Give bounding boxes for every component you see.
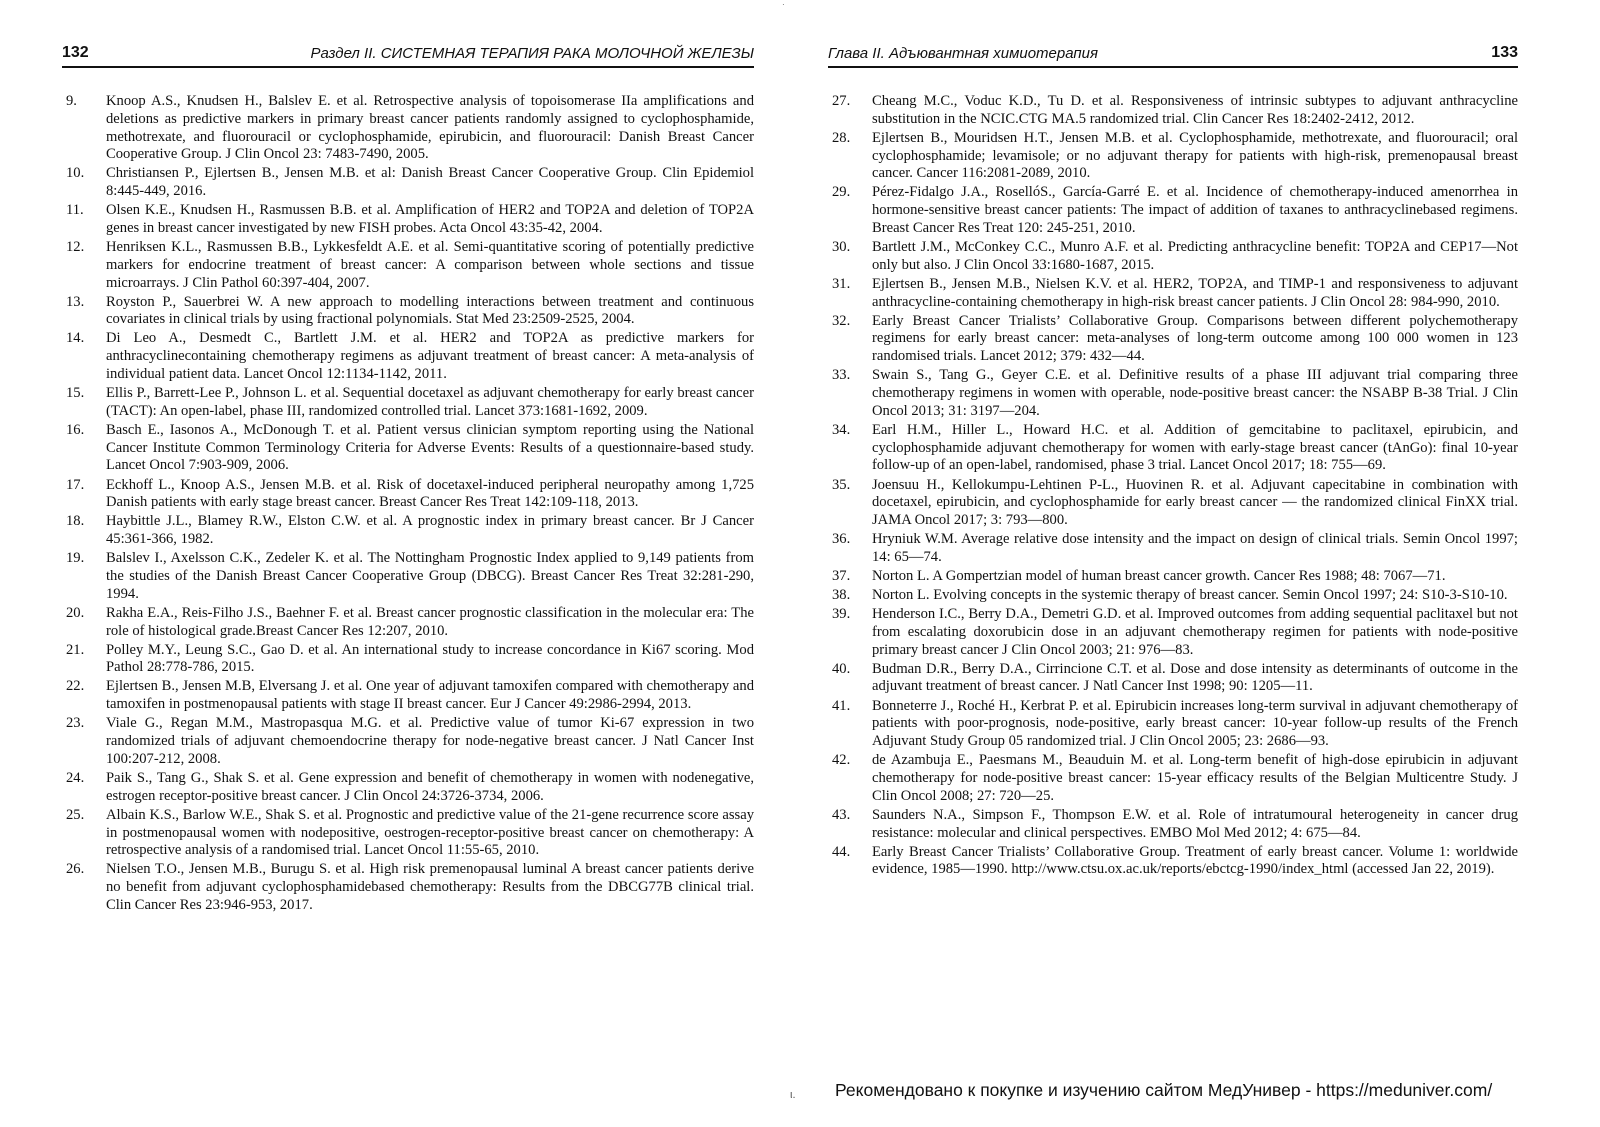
reference-item <box>828 844 1518 880</box>
reference-text: Hryniuk W.M. Average relative dose intensity and the impact on design of clinical trials. Semin Oncol 1997; 14: 65—74. <box>872 531 1518 565</box>
reference-item <box>62 550 754 603</box>
reference-number: 25. <box>66 806 85 823</box>
reference-number: 21. <box>66 641 85 658</box>
reference-text: Bonneterre J., Roché H., Kerbrat P. et al. Epirubicin increases long-term survival in adjuvant chemotherapy of patients with poor-prognosis, node-positive, early breast cancer: 10-year follow-up results of the French Adjuvant Study Group 05 randomized trial. J Clin Oncol 2005; 23: 2686—93. <box>872 697 1518 750</box>
left-running-head: Раздел II. СИСТЕМНАЯ ТЕРАПИЯ РАКА МОЛОЧНОЙ ЖЕЛЕЗЫ <box>310 45 754 62</box>
reference-item <box>62 93 754 164</box>
left-page-header <box>62 42 754 68</box>
scan-mark-bottom: ι. <box>790 1089 796 1101</box>
reference-item <box>828 313 1518 366</box>
reference-text: Viale G., Regan M.M., Mastropasqua M.G. et al. Predictive value of tumor Ki-67 expression in two randomized trials of adjuvant chemoendocrine therapy for node-negative breast cancer. J Natl Cancer Inst 100:207-212, 2008. <box>106 715 754 767</box>
reference-item <box>828 752 1518 805</box>
reference-item <box>828 531 1518 567</box>
right-running-head: Глава II. Адъювантная химиотерапия <box>828 45 1099 62</box>
reference-text: Albain K.S., Barlow W.E., Shak S. et al. Prognostic and predictive value of the 21-gene recurrence score assay in postmenopausal women with nodepositive, oestrogen-receptor-positive breast cancer on chemotherapy: A retrospective analysis of a randomised trial. Lancet Oncol 11:55-65, 2010. <box>106 806 754 859</box>
reference-item <box>828 239 1518 275</box>
reference-number: 34. <box>832 421 851 438</box>
reference-text: Norton L. A Gompertzian model of human breast cancer growth. Cancer Res 1988; 48: 7067—71. <box>872 567 1446 584</box>
reference-number: 23. <box>66 715 85 732</box>
reference-item <box>828 661 1518 697</box>
reference-text: Budman D.R., Berry D.A., Cirrincione C.T. et al. Dose and dose intensity as determinants of outcome in the adjuvant treatment of breast cancer. J Natl Cancer Inst 1998; 90: 1205—11. <box>872 660 1518 695</box>
reference-number: 18. <box>66 513 85 530</box>
reference-item <box>62 605 754 641</box>
reference-text: Haybittle J.L., Blamey R.W., Elston C.W. et al. A prognostic index in primary breast cancer. Br J Cancer 45:361-366, 1982. <box>106 513 754 548</box>
reference-number: 28. <box>832 129 851 146</box>
reference-item <box>62 807 754 860</box>
reference-item <box>62 385 754 421</box>
footer-watermark-text: Рекомендовано к покупке и изучению сайтом МедУнивер - https://meduniver.com/ <box>835 1080 1493 1100</box>
reference-text: Cheang M.C., Voduc K.D., Tu D. et al. Responsiveness of intrinsic subtypes to adjuvant anthracycline substitution in the NCIC.CTG MA.5 randomized trial. Clin Cancer Res 18:2402-2412, 2012. <box>872 93 1518 127</box>
reference-item <box>62 770 754 806</box>
reference-item <box>828 606 1518 659</box>
reference-item <box>828 276 1518 312</box>
reference-text: Early Breast Cancer Trialists’ Collaborative Group. Comparisons between different polychemotherapy regimens for early breast cancer: meta-analyses of long-term outcome among 100 000 women in 123 randomised trials. Lancet 2012; 379: 432—44. <box>872 312 1518 365</box>
reference-number: 12. <box>66 239 85 256</box>
reference-number: 40. <box>832 660 851 677</box>
reference-text: Henderson I.C., Berry D.A., Demetri G.D. et al. Improved outcomes from adding sequential paclitaxel but not from escalating doxorubicin dose in an adjuvant chemotherapy regimen for patients with node-positive primary breast cancer J Clin Oncol 2003; 21: 976—83. <box>872 606 1518 658</box>
reference-text: Paik S., Tang G., Shak S. et al. Gene expression and benefit of chemotherapy in women with nodenegative, estrogen receptor-positive breast cancer. J Clin Oncol 24:3726-3734, 2006. <box>106 769 754 804</box>
reference-number: 37. <box>832 567 851 584</box>
reference-text: Di Leo A., Desmedt C., Bartlett J.M. et al. HER2 and TOP2A as predictive markers for anthracyclinecontaining chemotherapy regimens as adjuvant treatment of breast cancer: A meta-analysis of individual patient data. Lancet Oncol 12:1134-1142, 2011. <box>106 330 754 382</box>
reference-number: 17. <box>66 476 85 493</box>
reference-item <box>62 330 754 383</box>
reference-item <box>62 422 754 475</box>
reference-number: 15. <box>66 385 85 402</box>
reference-text: Norton L. Evolving concepts in the systemic therapy of breast cancer. Semin Oncol 1997; 24: S10-3-S10-10. <box>872 587 1508 604</box>
reference-number: 39. <box>832 606 851 623</box>
right-reference-list <box>828 93 1518 880</box>
reference-number: 32. <box>832 312 851 329</box>
reference-text: Royston P., Sauerbrei W. A new approach to modelling interactions between treatment and continuous covariates in clinical trials by using fractional polynomials. Stat Med 23:2509-2525, 2004. <box>106 293 754 328</box>
reference-item <box>828 130 1518 183</box>
reference-item <box>62 678 754 714</box>
reference-item <box>828 477 1518 530</box>
reference-item <box>828 422 1518 475</box>
reference-text: Ejlertsen B., Mouridsen H.T., Jensen M.B. et al. Cyclophosphamide, methotrexate, and fluorouracil; oral cyclophosphamide; levamisole; or no adjuvant therapy for patients with high-risk, premenopausal breast cancer. Cancer 116:2081-2089, 2010. <box>872 129 1518 182</box>
reference-text: Early Breast Cancer Trialists’ Collaborative Group. Treatment of early breast cancer. Volume 1: worldwide evidence, 1985—1990. http://www.ctsu.ox.ac.uk/reports/ebctcg-1990/index_html (accessed Jan 22, 2019). <box>872 843 1518 878</box>
reference-item <box>828 367 1518 420</box>
reference-item <box>62 513 754 549</box>
reference-text: Pérez-Fidalgo J.A., RosellóS., Garсía-Garré E. et al. Incidence of chemotherapy-induced amenorrhea in hormone-sensitive breast cancer patients: The impact of addition of taxanes to anthracyclinebased regimens. Breast Cancer Res Treat 120: 245-251, 2010. <box>872 184 1518 236</box>
reference-number: 22. <box>66 678 85 695</box>
reference-item <box>62 642 754 678</box>
reference-number: 24. <box>66 769 85 786</box>
reference-text: Saunders N.A., Simpson F., Thompson E.W. et al. Role of intratumoural heterogeneity in cancer drug resistance: molecular and clinical perspectives. EMBO Mol Med 2012; 4: 675—84. <box>872 806 1518 841</box>
reference-item <box>62 715 754 768</box>
reference-number: 42. <box>832 752 851 769</box>
right-page-number: 133 <box>1491 44 1518 61</box>
reference-item <box>828 587 1518 605</box>
reference-text: Ellis P., Barrett-Lee P., Johnson L. et al. Sequential docetaxel as adjuvant chemotherapy for early breast cancer (TACT): An open-label, phase III, randomized controlled trial. Lancet 373:1681-1692, 2009. <box>106 385 754 419</box>
reference-number: 10. <box>66 165 85 182</box>
reference-number: 27. <box>832 93 851 109</box>
right-page-header <box>828 42 1518 68</box>
reference-text: Joensuu H., Kellokumpu-Lehtinen P-L., Huovinen R. et al. Adjuvant capecitabine in combination with docetaxel, epirubicin, and cyclophosphamide for early breast cancer — the randomized clinical FinXX trial. JAMA Oncol 2017; 3: 793—800. <box>872 476 1518 528</box>
reference-text: Knoop A.S., Knudsen H., Balslev E. et al. Retrospective analysis of topoisomerase IIa amplifications and deletions as predictive markers in primary breast cancer patients randomly assigned to cyclophosphamide, methotrexate, and fluorouracil or cyclophosphamide, epirubicin, and fluorouracil: Danish Breast Cancer Cooperative Group. J Clin Oncol 23: 7483-7490, 2005. <box>106 93 754 163</box>
reference-text: Olsen K.E., Knudsen H., Rasmussen B.B. et al. Amplification of HER2 and TOP2A and deletion of TOP2A genes in breast cancer investigated by new FISH probes. Acta Oncol 43:35-42, 2004. <box>106 202 754 236</box>
reference-number: 36. <box>832 531 851 548</box>
reference-text: Basch E., Iasonos A., McDonough T. et al. Patient versus clinician symptom reporting using the National Cancer Institute Common Terminology Criteria for Adverse Events: Results of a questionnaire-based study. Lancet Oncol 7:903-909, 2006. <box>106 421 754 474</box>
reference-text: Earl H.M., Hiller L., Howard H.C. et al. Addition of gemcitabine to paclitaxel, epirubicin, and cyclophosphamide adjuvant chemotherapy for women with early-stage breast cancer (tAnGo): final 10-year follow-up of an open-label, randomised, phase 3 trial. Lancet Oncol 2017; 18: 755—69. <box>872 421 1518 474</box>
reference-number: 20. <box>66 604 85 621</box>
reference-text: Nielsen T.O., Jensen M.B., Burugu S. et al. High risk premenopausal luminal A breast cancer patients derive no benefit from adjuvant cyclophosphamidebased chemotherapy: Results from the DBCG77B clinical trial. Clin Cancer Res 23:946-953, 2017. <box>106 861 754 913</box>
reference-text: Eckhoff L., Knoop A.S., Jensen M.B. et al. Risk of docetaxel-induced peripheral neuropathy among 1,725 Danish patients with early stage breast cancer. Breast Cancer Res Treat 142:109-118, 2013. <box>106 476 754 511</box>
reference-item <box>62 477 754 513</box>
reference-number: 11. <box>66 202 84 219</box>
reference-number: 44. <box>832 843 851 860</box>
reference-text: Swain S., Tang G., Geyer C.E. et al. Definitive results of a phase III adjuvant trial comparing three chemotherapy regimens in women with operable, node-positive breast cancer: the NSABP B-38 Trial. J Clin Oncol 2013; 31: 3197—204. <box>872 367 1518 419</box>
reference-item <box>828 184 1518 237</box>
reference-number: 35. <box>832 476 851 493</box>
reference-number: 33. <box>832 367 851 384</box>
reference-text: de Azambuja E., Paesmans M., Beauduin M. et al. Long-term benefit of high-dose epirubicin in adjuvant chemotherapy for node-positive breast cancer: 15-year efficacy results of the Belgian Multicentre Study. J Clin Oncol 2008; 27: 720—25. <box>872 752 1518 804</box>
reference-text: Polley M.Y., Leung S.C., Gao D. et al. An international study to increase concordance in Ki67 scoring. Mod Pathol 28:778-786, 2015. <box>106 641 754 676</box>
reference-number: 13. <box>66 293 85 310</box>
reference-text: Christiansen P., Ejlertsen B., Jensen M.B. et al: Danish Breast Cancer Cooperative Group. Clin Epidemiol 8:445-449, 2016. <box>106 165 754 200</box>
reference-item <box>62 294 754 330</box>
reference-number: 30. <box>832 239 851 256</box>
reference-number: 31. <box>832 275 851 292</box>
left-reference-list <box>62 93 754 916</box>
reference-number: 41. <box>832 697 851 714</box>
reference-number: 26. <box>66 861 85 878</box>
scan-mark-top: · <box>782 0 785 9</box>
reference-item <box>62 202 754 238</box>
reference-text: Balslev I., Axelsson C.K., Zedeler K. et al. The Nottingham Prognostic Index applied to 9,149 patients from the studies of the Danish Breast Cancer Cooperative Group (DBCG). Breast Cancer Res Treat 32:281-290, 1994. <box>106 550 754 602</box>
reference-number: 38. <box>832 587 851 604</box>
reference-number: 14. <box>66 330 85 347</box>
left-page-number: 132 <box>62 44 89 61</box>
reference-number: 29. <box>832 184 851 201</box>
reference-item <box>828 698 1518 751</box>
reference-item <box>828 568 1518 586</box>
reference-number: 43. <box>832 806 851 823</box>
reference-item <box>62 165 754 201</box>
reference-text: Bartlett J.M., McConkey C.C., Munro A.F. et al. Predicting anthracycline benefit: TOP2A and CEP17—Not only but also. J Clin Oncol 33:1680-1687, 2015. <box>872 239 1518 273</box>
reference-number: 16. <box>66 421 85 438</box>
reference-text: Henriksen K.L., Rasmussen B.B., Lykkesfeldt A.E. et al. Semi-quantitative scoring of potentially predictive markers for endocrine treatment of breast cancer: A comparison between whole sections and tissue microarrays. J Clin Pathol 60:397-404, 2007. <box>106 239 754 291</box>
reference-item <box>828 93 1518 129</box>
reference-item <box>62 861 754 914</box>
reference-number: 9. <box>66 93 77 109</box>
reference-number: 19. <box>66 550 85 567</box>
reference-text: Rakha E.A., Reis-Filho J.S., Baehner F. et al. Breast cancer prognostic classification in the molecular era: The role of histological grade.Breast Cancer Res 12:207, 2010. <box>106 604 754 639</box>
reference-text: Ejlertsen B., Jensen M.B., Nielsen K.V. et al. HER2, TOP2A, and TIMP-1 and responsiveness to adjuvant anthracycline-containing chemotherapy in high-risk breast cancer patients. J Clin Oncol 28: 984-990, 2010. <box>872 275 1518 310</box>
reference-item <box>828 807 1518 843</box>
reference-item <box>62 239 754 292</box>
reference-text: Ejlertsen B., Jensen M.B, Elversang J. et al. One year of adjuvant tamoxifen compared with chemotherapy and tamoxifen in postmenopausal patients with stage II breast cancer. Eur J Cancer 49:2986-2994, 2013. <box>106 678 754 713</box>
